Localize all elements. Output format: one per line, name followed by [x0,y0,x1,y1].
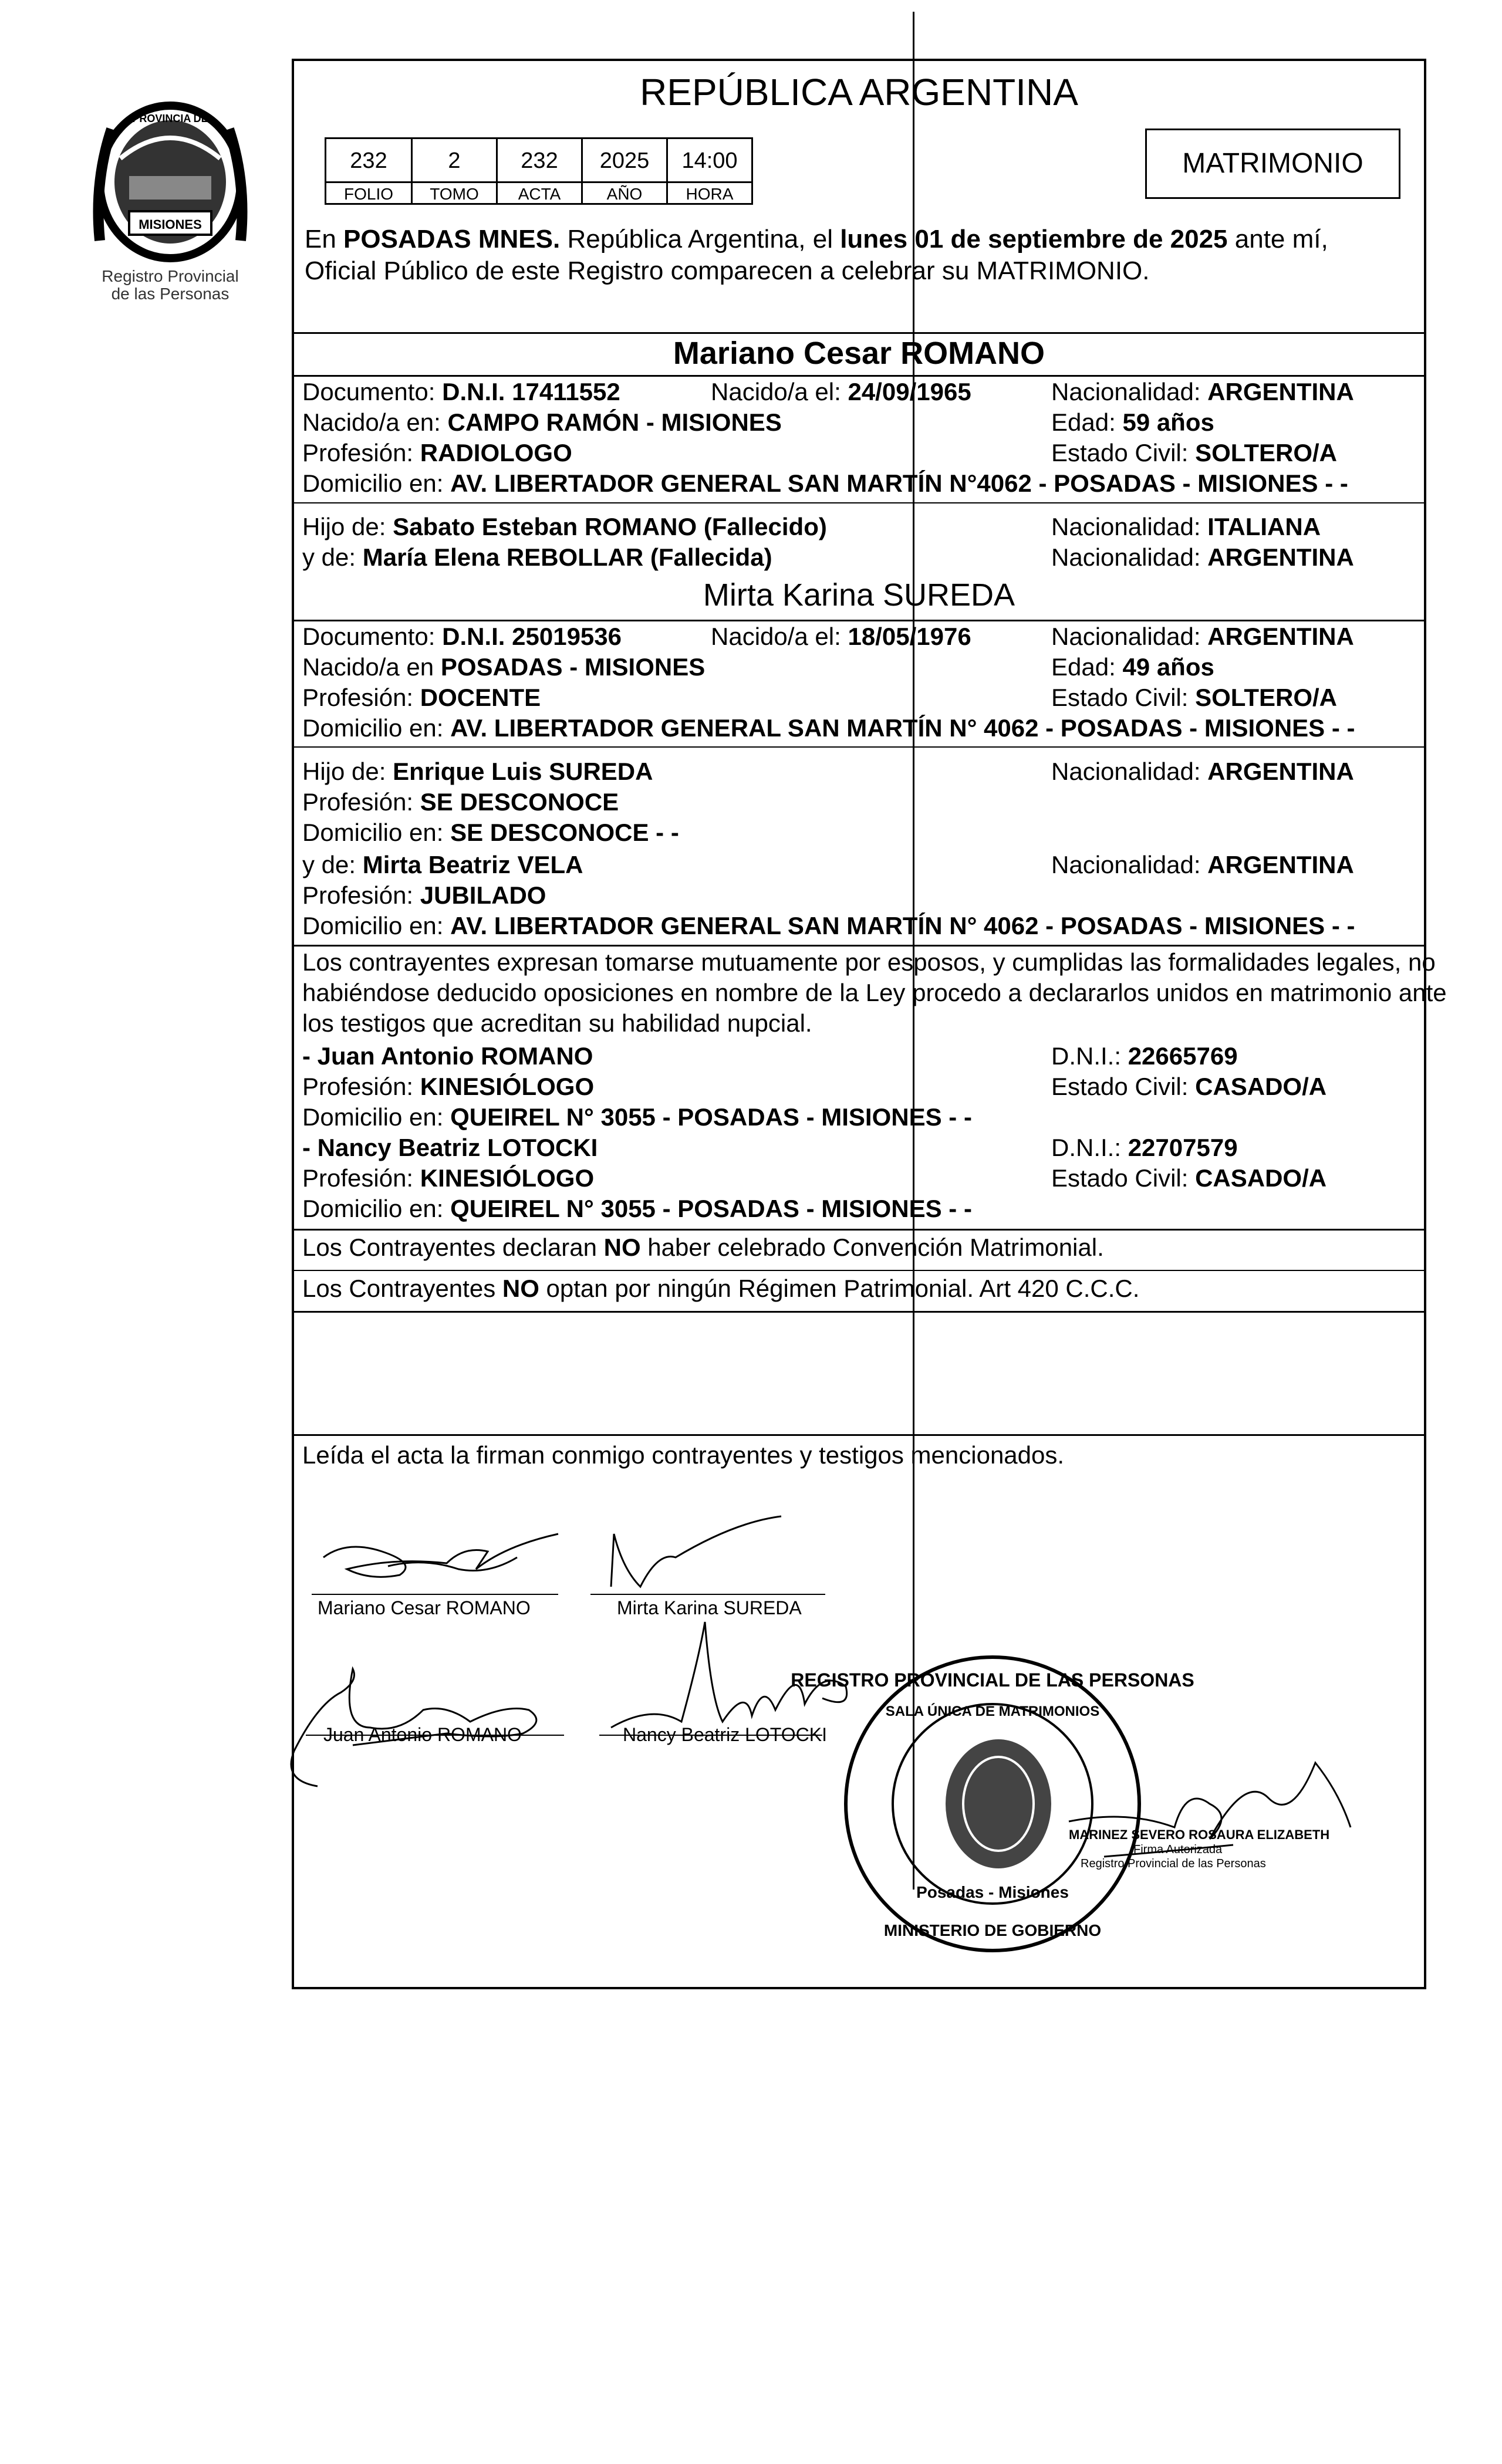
value: KINESIÓLOGO [420,1073,595,1100]
spouse2-birthplace [302,652,705,682]
spouse1-father [302,512,827,542]
value: QUEIREL N° 3055 - POSADAS - MISIONES - - [450,1103,972,1131]
divider [294,1229,1424,1231]
spouse2-mother [302,850,583,880]
hora-value: 14:00 [666,137,753,183]
spouse2-father [302,756,653,787]
divider [294,1434,1424,1436]
spouse2-mother-profession [302,880,546,911]
certificate-frame [292,59,1447,1989]
anio-value: 2025 [581,137,668,183]
value: ITALIANA [1207,513,1321,540]
spouse1-profession [302,438,572,468]
value: KINESIÓLOGO [420,1164,595,1192]
label: Documento: [302,378,443,405]
label: Nacionalidad: [1051,513,1208,540]
spouse1-mother [302,542,772,573]
intro-city: POSADAS MNES. [343,225,561,254]
value: POSADAS - MISIONES [440,653,706,681]
label: Hijo de: [302,513,393,540]
label: Edad: [1051,408,1123,436]
witness1-name: - Juan Antonio ROMANO [302,1042,593,1070]
stamp-inner-text: SALA ÚNICA DE MATRIMONIOS [885,1703,1100,1719]
spouse2-profession [302,682,541,713]
declaration-line2: habiéndose deducido oposiciones en nombre de la Ley procedo a declararlos unidos en matrimonio ante [302,979,1447,1006]
hora-label: HORA [666,181,753,205]
spouse1-signature-icon [312,1510,570,1598]
tomo-value: 2 [411,137,498,183]
label: y de: [302,543,363,571]
value: AV. LIBERTADOR GENERAL SAN MARTÍN N° 4062 - POSADAS - MISIONES - - [450,714,1355,742]
spouse2-signature-icon [588,1499,822,1598]
spouse1-birthplace [302,407,782,438]
label: Profesión: [302,788,420,816]
label: Nacionalidad: [1051,543,1208,571]
anio-label: AÑO [581,181,668,205]
spouse2-mother-address [302,911,1355,941]
spouse1-name: Mariano Cesar ROMANO [673,336,1045,371]
spouse2-age [1051,652,1214,682]
label: Profesión: [302,1073,420,1100]
witness2-name: - Nancy Beatriz LOTOCKI [302,1134,598,1161]
spouse1-address [302,468,1348,499]
label: Hijo de: [302,758,393,785]
spouse2-signature-caption: Mirta Karina SUREDA [617,1597,802,1618]
page-title: REPÚBLICA ARGENTINA [640,71,1078,113]
value: ARGENTINA [1207,378,1354,405]
text: Los Contrayentes declaran [302,1233,604,1261]
signature-line [312,1594,558,1595]
value: ARGENTINA [1207,851,1354,878]
value: SOLTERO/A [1195,684,1337,711]
label: Documento: [302,623,443,650]
label: Profesión: [302,1164,420,1192]
divider [294,332,1424,334]
province-seal-icon [76,94,264,270]
label: D.N.I.: [1051,1042,1128,1070]
logo-caption-line2: de las Personas [111,285,229,303]
regime-line1 [302,1232,1104,1263]
stamp-bottom-text: MINISTERIO DE GOBIERNO [883,1921,1102,1939]
value: ARGENTINA [1207,543,1354,571]
label: Nacido/a el: [711,378,848,405]
value: María Elena REBOLLAR (Fallecida) [362,543,772,571]
value: CASADO/A [1195,1164,1327,1192]
emphasis: NO [603,1233,641,1261]
witness2-address [302,1194,972,1224]
label: Nacido/a en: [302,408,448,436]
label: Domicilio en: [302,1103,451,1131]
regime-line2 [302,1273,1139,1304]
label: Profesión: [302,439,420,467]
value: 24/09/1965 [848,378,971,405]
spouse1-document [302,377,620,407]
intro-date: lunes 01 de septiembre de 2025 [840,225,1228,254]
value: SE DESCONOCE [420,788,619,816]
record-table [325,137,753,210]
spouse2-nationality [1051,621,1354,652]
label: Profesión: [302,684,420,711]
spouse1-mother-nationality [1051,542,1354,573]
witness2-dni [1051,1133,1238,1163]
witness2-signature-caption: Nancy Beatriz LOTOCKI [623,1724,827,1745]
label: D.N.I.: [1051,1134,1128,1161]
seal-ring-top: PROVINCIA DE [132,113,208,124]
witness2-signature-icon [599,1610,869,1798]
official-registry: Registro Provincial de las Personas [1081,1857,1266,1870]
label: Domicilio en: [302,1195,451,1222]
official-role: Firma Autorizada [1133,1843,1223,1856]
folio-value: 232 [325,137,413,183]
spouse2-father-address [302,817,679,848]
record-type-box: MATRIMONIO [1145,129,1400,199]
registry-logo [76,94,264,305]
spouse2-civil-status [1051,682,1337,713]
text: haber celebrado Convención Matrimonial. [640,1233,1104,1261]
label: Domicilio en: [302,912,451,939]
spouse1-nationality [1051,377,1354,407]
value: ARGENTINA [1207,758,1354,785]
signature-line [590,1594,825,1595]
witness1-address [302,1102,972,1133]
spouse1-civil-status [1051,438,1337,468]
divider [294,1311,1424,1313]
emphasis: NO [502,1275,539,1302]
text: Los Contrayentes [302,1275,502,1302]
value: D.N.I. 17411552 [442,378,620,405]
acta-value: 232 [496,137,583,183]
value: D.N.I. 25019536 [442,623,622,650]
value: Sabato Esteban ROMANO (Fallecido) [393,513,827,540]
logo-caption-line1: Registro Provincial [102,267,239,285]
stamp-city-text: Posadas - Misiones [916,1883,1069,1901]
declaration-line3: los testigos que acreditan su habilidad nupcial. [302,1009,812,1037]
intro-pre: En [305,225,344,254]
value: JUBILADO [420,881,546,909]
official-name: MARINEZ SEVERO ROSAURA ELIZABETH [1069,1827,1330,1842]
value: 59 años [1122,408,1214,436]
value: 18/05/1976 [848,623,971,650]
label: Nacionalidad: [1051,623,1208,650]
witness2-civil-status [1051,1163,1327,1194]
spouse2-document [302,621,622,652]
spouse2-address [302,713,1355,743]
value: Enrique Luis SUREDA [393,758,653,785]
intro-post: ante mí, [1227,225,1328,254]
label: Domicilio en: [302,819,451,846]
intro-line1 [305,224,1328,255]
value: Mirta Beatriz VELA [362,851,583,878]
divider [294,1270,1424,1271]
label: y de: [302,851,363,878]
closing-text: Leída el acta la firman conmigo contrayentes y testigos mencionados. [302,1441,1065,1469]
label: Estado Civil: [1051,1073,1196,1100]
spouse1-age [1051,407,1214,438]
label: Estado Civil: [1051,1164,1196,1192]
intro-mid: República Argentina, el [560,225,841,254]
label: Estado Civil: [1051,684,1196,711]
witness1-dni [1051,1041,1238,1072]
seal-ring-bottom: MISIONES [139,217,202,232]
tomo-label: TOMO [411,181,498,205]
value: 22665769 [1128,1042,1238,1070]
label: Nacionalidad: [1051,758,1208,785]
spouse1-born [711,377,971,407]
logo-caption [76,268,264,303]
value: 49 años [1122,653,1214,681]
value: AV. LIBERTADOR GENERAL SAN MARTÍN N° 4062 - POSADAS - MISIONES - - [450,912,1355,939]
witness1-signature-caption: Juan Antonio ROMANO [323,1724,522,1745]
label: Nacido/a el: [711,623,848,650]
value: SE DESCONOCE - - [450,819,679,846]
stamp-ring-text: REGISTRO PROVINCIAL DE LAS PERSONAS [791,1669,1194,1691]
spouse1-father-nationality [1051,512,1321,542]
value: CAMPO RAMÓN - MISIONES [447,408,782,436]
label: Nacionalidad: [1051,851,1208,878]
spouse1-signature-caption: Mariano Cesar ROMANO [318,1597,531,1618]
divider [294,502,1424,503]
acta-label: ACTA [496,181,583,205]
spouse2-name: Mirta Karina SUREDA [703,577,1015,613]
spouse2-mother-nationality [1051,850,1354,880]
spouse2-father-profession [302,787,619,817]
witness2-profession [302,1163,594,1194]
witness1-civil-status [1051,1072,1327,1102]
text: optan por ningún Régimen Patrimonial. Art 420 C.C.C. [539,1275,1140,1302]
value: AV. LIBERTADOR GENERAL SAN MARTÍN N°4062 - POSADAS - MISIONES - - [450,469,1348,497]
value: SOLTERO/A [1195,439,1337,467]
value: 22707579 [1128,1134,1238,1161]
value: RADIOLOGO [420,439,572,467]
label: Nacido/a en [302,653,441,681]
divider [294,746,1424,748]
intro-line2: Oficial Público de este Registro comparecen a celebrar su MATRIMONIO. [305,256,1150,285]
spouse2-father-nationality [1051,756,1354,787]
value: DOCENTE [420,684,541,711]
label: Profesión: [302,881,420,909]
label: Edad: [1051,653,1123,681]
value: CASADO/A [1195,1073,1327,1100]
declaration-line1: Los contrayentes expresan tomarse mutuamente por esposos, y cumplidas las formalidades legales, no [302,948,1436,976]
witness1-profession [302,1072,594,1102]
divider [294,945,1424,947]
label: Domicilio en: [302,469,451,497]
spouse2-born [711,621,971,652]
folio-label: FOLIO [325,181,413,205]
label: Nacionalidad: [1051,378,1208,405]
label: Estado Civil: [1051,439,1196,467]
value: ARGENTINA [1207,623,1354,650]
witness1-signature-icon [271,1645,599,1798]
value: QUEIREL N° 3055 - POSADAS - MISIONES - - [450,1195,972,1222]
label: Domicilio en: [302,714,451,742]
